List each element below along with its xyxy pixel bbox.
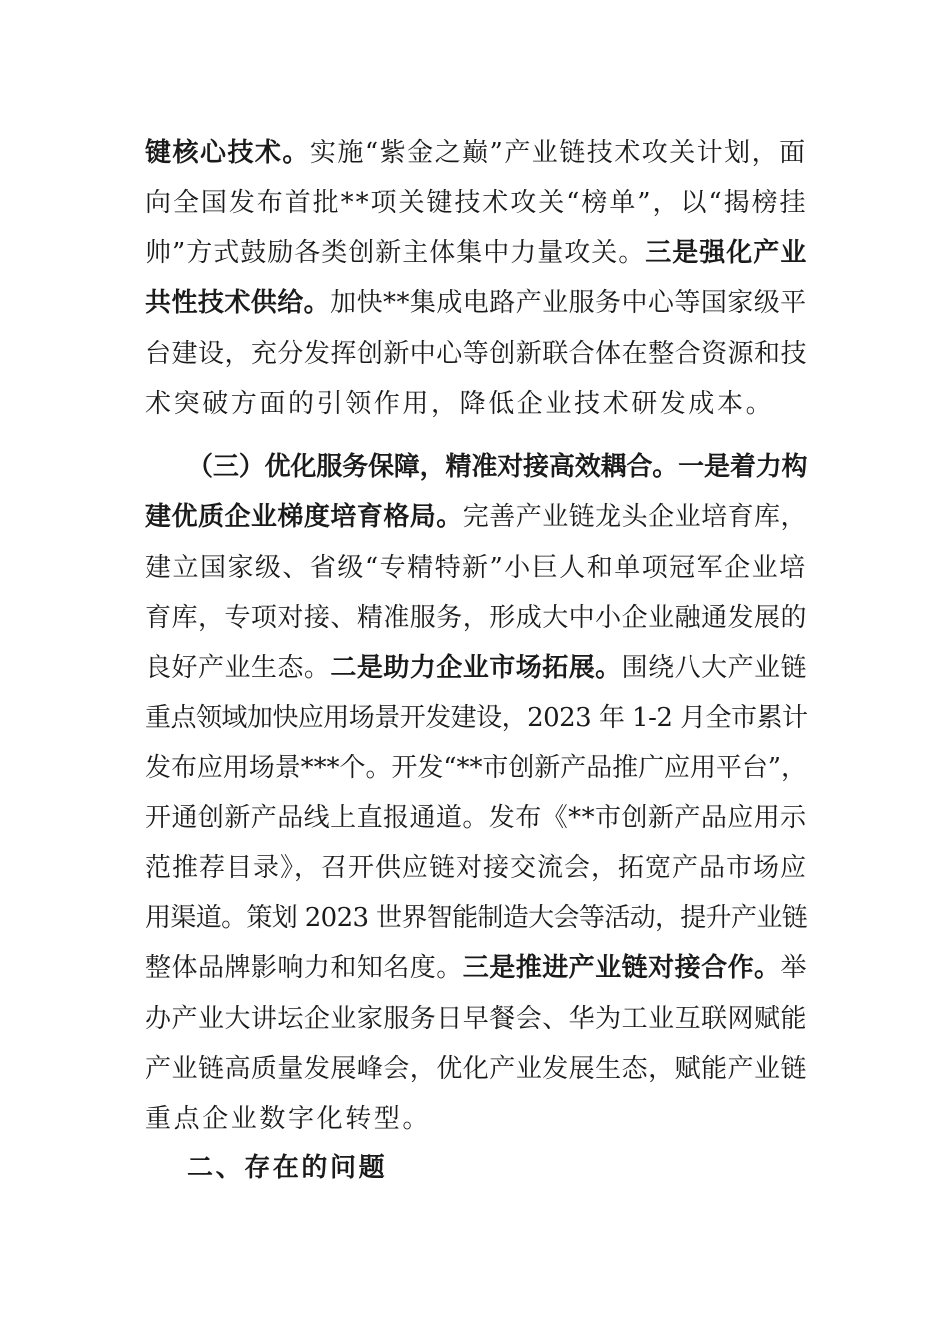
text-line <box>145 133 807 173</box>
text-segment: 举 <box>780 953 808 983</box>
text-line <box>145 798 807 838</box>
text-segment: 范推荐目录》，召开供应链对接交流会，拓宽产品市场应 <box>145 853 808 883</box>
text-line <box>145 648 807 688</box>
text-line <box>145 848 807 888</box>
text-line <box>145 384 774 424</box>
text-segment: 重点企业数字化转型。 <box>145 1104 432 1134</box>
text-segment: 术突破方面的引领作用，降低企业技术研发成本。 <box>145 389 775 419</box>
text-segment: 加快**集成电路产业服务中心等国家级平 <box>330 288 807 318</box>
bold-text-segment: （三）优化服务保障，精准对接高效耦合。一是着力构 <box>187 452 808 482</box>
text-segment: 育库，专项对接、精准服务，形成大中小企业融通发展的 <box>145 603 808 633</box>
bold-text-segment: 建优质企业梯度培育格局。 <box>145 502 463 532</box>
text-line <box>145 898 807 938</box>
bold-text-segment: 二是助力企业市场拓展。 <box>330 653 622 683</box>
text-segment: 完善产业链龙头企业培育库， <box>462 502 808 532</box>
text-segment: 用渠道。策划 2023 世界智能制造大会等活动，提升产业链 <box>145 903 808 933</box>
text-line <box>145 1049 807 1089</box>
text-line <box>145 999 807 1039</box>
text-segment: 帅”方式鼓励各类创新主体集中力量攻关。 <box>145 238 646 268</box>
text-segment: 实施“紫金之巅”产业链技术攻关计划，面 <box>309 138 807 168</box>
text-segment: 重点领域加快应用场景开发建设，2023 年 1-2 月全市累计 <box>145 703 808 733</box>
section-heading: 二、存在的问题 <box>187 1153 388 1183</box>
text-segment: 良好产业生态。 <box>145 653 331 683</box>
text-line <box>145 748 807 788</box>
bold-text-segment: 三是强化产业 <box>645 238 808 268</box>
text-segment: 建立国家级、省级“专精特新”小巨人和单项冠军企业培 <box>145 553 807 583</box>
text-line <box>145 1099 431 1139</box>
text-line <box>145 334 807 374</box>
text-segment: 台建设，充分发挥创新中心等创新联合体在整合资源和技 <box>145 339 808 369</box>
text-line <box>145 598 807 638</box>
text-segment: 发布应用场景***个。开发“**市创新产品推广应用平台”， <box>145 753 807 783</box>
text-line <box>145 698 807 738</box>
text-line <box>187 447 807 487</box>
bold-text-segment: 三是推进产业链对接合作。 <box>462 953 781 983</box>
bold-text-segment: 键核心技术。 <box>145 138 310 168</box>
text-segment: 开通创新产品线上直报通道。发布《**市创新产品应用示 <box>145 803 807 833</box>
text-line <box>145 948 807 988</box>
text-segment: 整体品牌影响力和知名度。 <box>145 953 463 983</box>
bold-text-segment: 共性技术供给。 <box>145 288 331 318</box>
text-line <box>145 183 807 223</box>
text-line <box>145 497 807 537</box>
text-line <box>145 548 807 588</box>
text-line <box>145 283 807 323</box>
text-segment: 向全国发布首批**项关键技术攻关“榜单”，以“揭榜挂 <box>145 188 808 218</box>
text-line <box>145 233 807 273</box>
text-segment: 产业链高质量发展峰会，优化产业发展生态，赋能产业链 <box>145 1054 808 1084</box>
text-segment: 围绕八大产业链 <box>621 653 808 683</box>
text-segment: 办产业大讲坛企业家服务日早餐会、华为工业互联网赋能 <box>145 1004 808 1034</box>
